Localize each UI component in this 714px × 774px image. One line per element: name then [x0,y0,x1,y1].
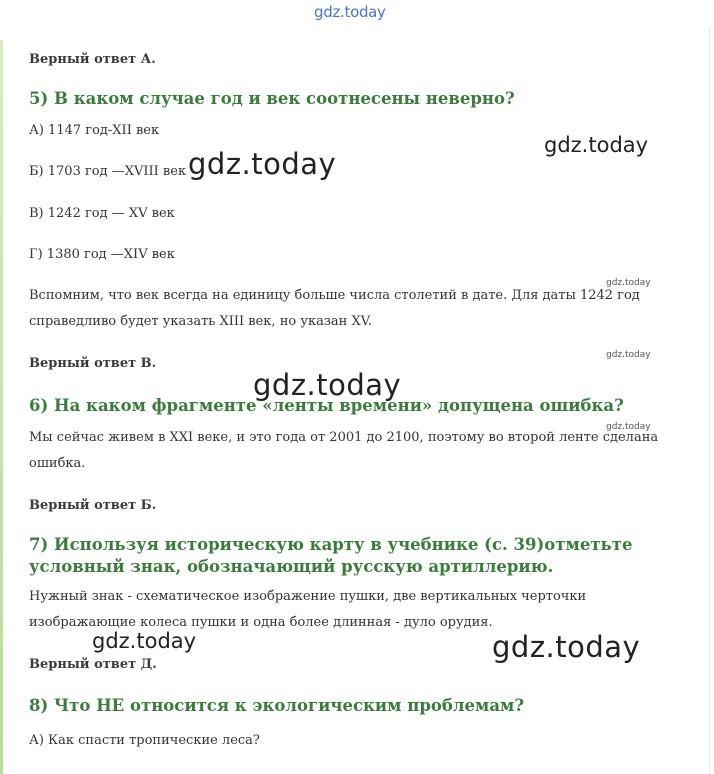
watermark-large: gdz.today [253,368,402,402]
question-heading: 5) В каком случае год и век соотнесены неверно? [29,89,515,108]
answer-option: А) 1147 год-XII век [29,123,160,138]
explanation-paragraph: Мы сейчас живем в XXI веке, и это года от 2001 до 2100, поэтому во второй ленте сделана ошибка. [29,430,659,471]
answer-option: А) Как спасти тропические леса? [29,733,260,748]
answer-option: Б) 1703 год —XVIII век [29,164,187,179]
question-heading: 6) На каком фрагменте «ленты времени» допущена ошибка? [29,396,624,415]
answer-option: Г) 1380 год —XIV век [29,247,175,262]
left-accent-bar [0,40,3,774]
explanation-paragraph: Нужный знак - схематическое изображение пушки, две вертикальных черточки изображающие колеса пушки и одна более длинная - дуло орудия. [29,589,587,630]
answer-line: Верный ответ Б. [29,498,157,513]
explanation-paragraph: Вспомним, что век всегда на единицу больше числа столетий в дате. Для даты 1242 год справедливо будет указать XIII век, но указан XV. [29,288,640,329]
question-heading: 7) Используя историческую карту в учебнике (с. 39)отметьте условный знак, обозначающий русскую артиллерию. [29,535,633,576]
watermark-small: gdz.today [606,278,651,288]
right-border-line [709,28,710,774]
answer-line: Верный ответ В. [29,356,157,371]
watermark-small: gdz.today [606,422,651,432]
watermark-large: gdz.today [492,630,641,664]
answer-line: Верный ответ Д. [29,657,157,672]
answer-line: Верный ответ А. [29,52,156,67]
watermark-top: gdz.today [314,3,386,21]
watermark-large: gdz.today [188,147,337,181]
watermark-medium: gdz.today [92,629,197,653]
answer-option: В) 1242 год — XV век [29,206,175,221]
question-heading: 8) Что НЕ относится к экологическим проблемам? [29,696,525,715]
watermark-small: gdz.today [606,350,651,360]
watermark-medium: gdz.today [544,133,649,157]
